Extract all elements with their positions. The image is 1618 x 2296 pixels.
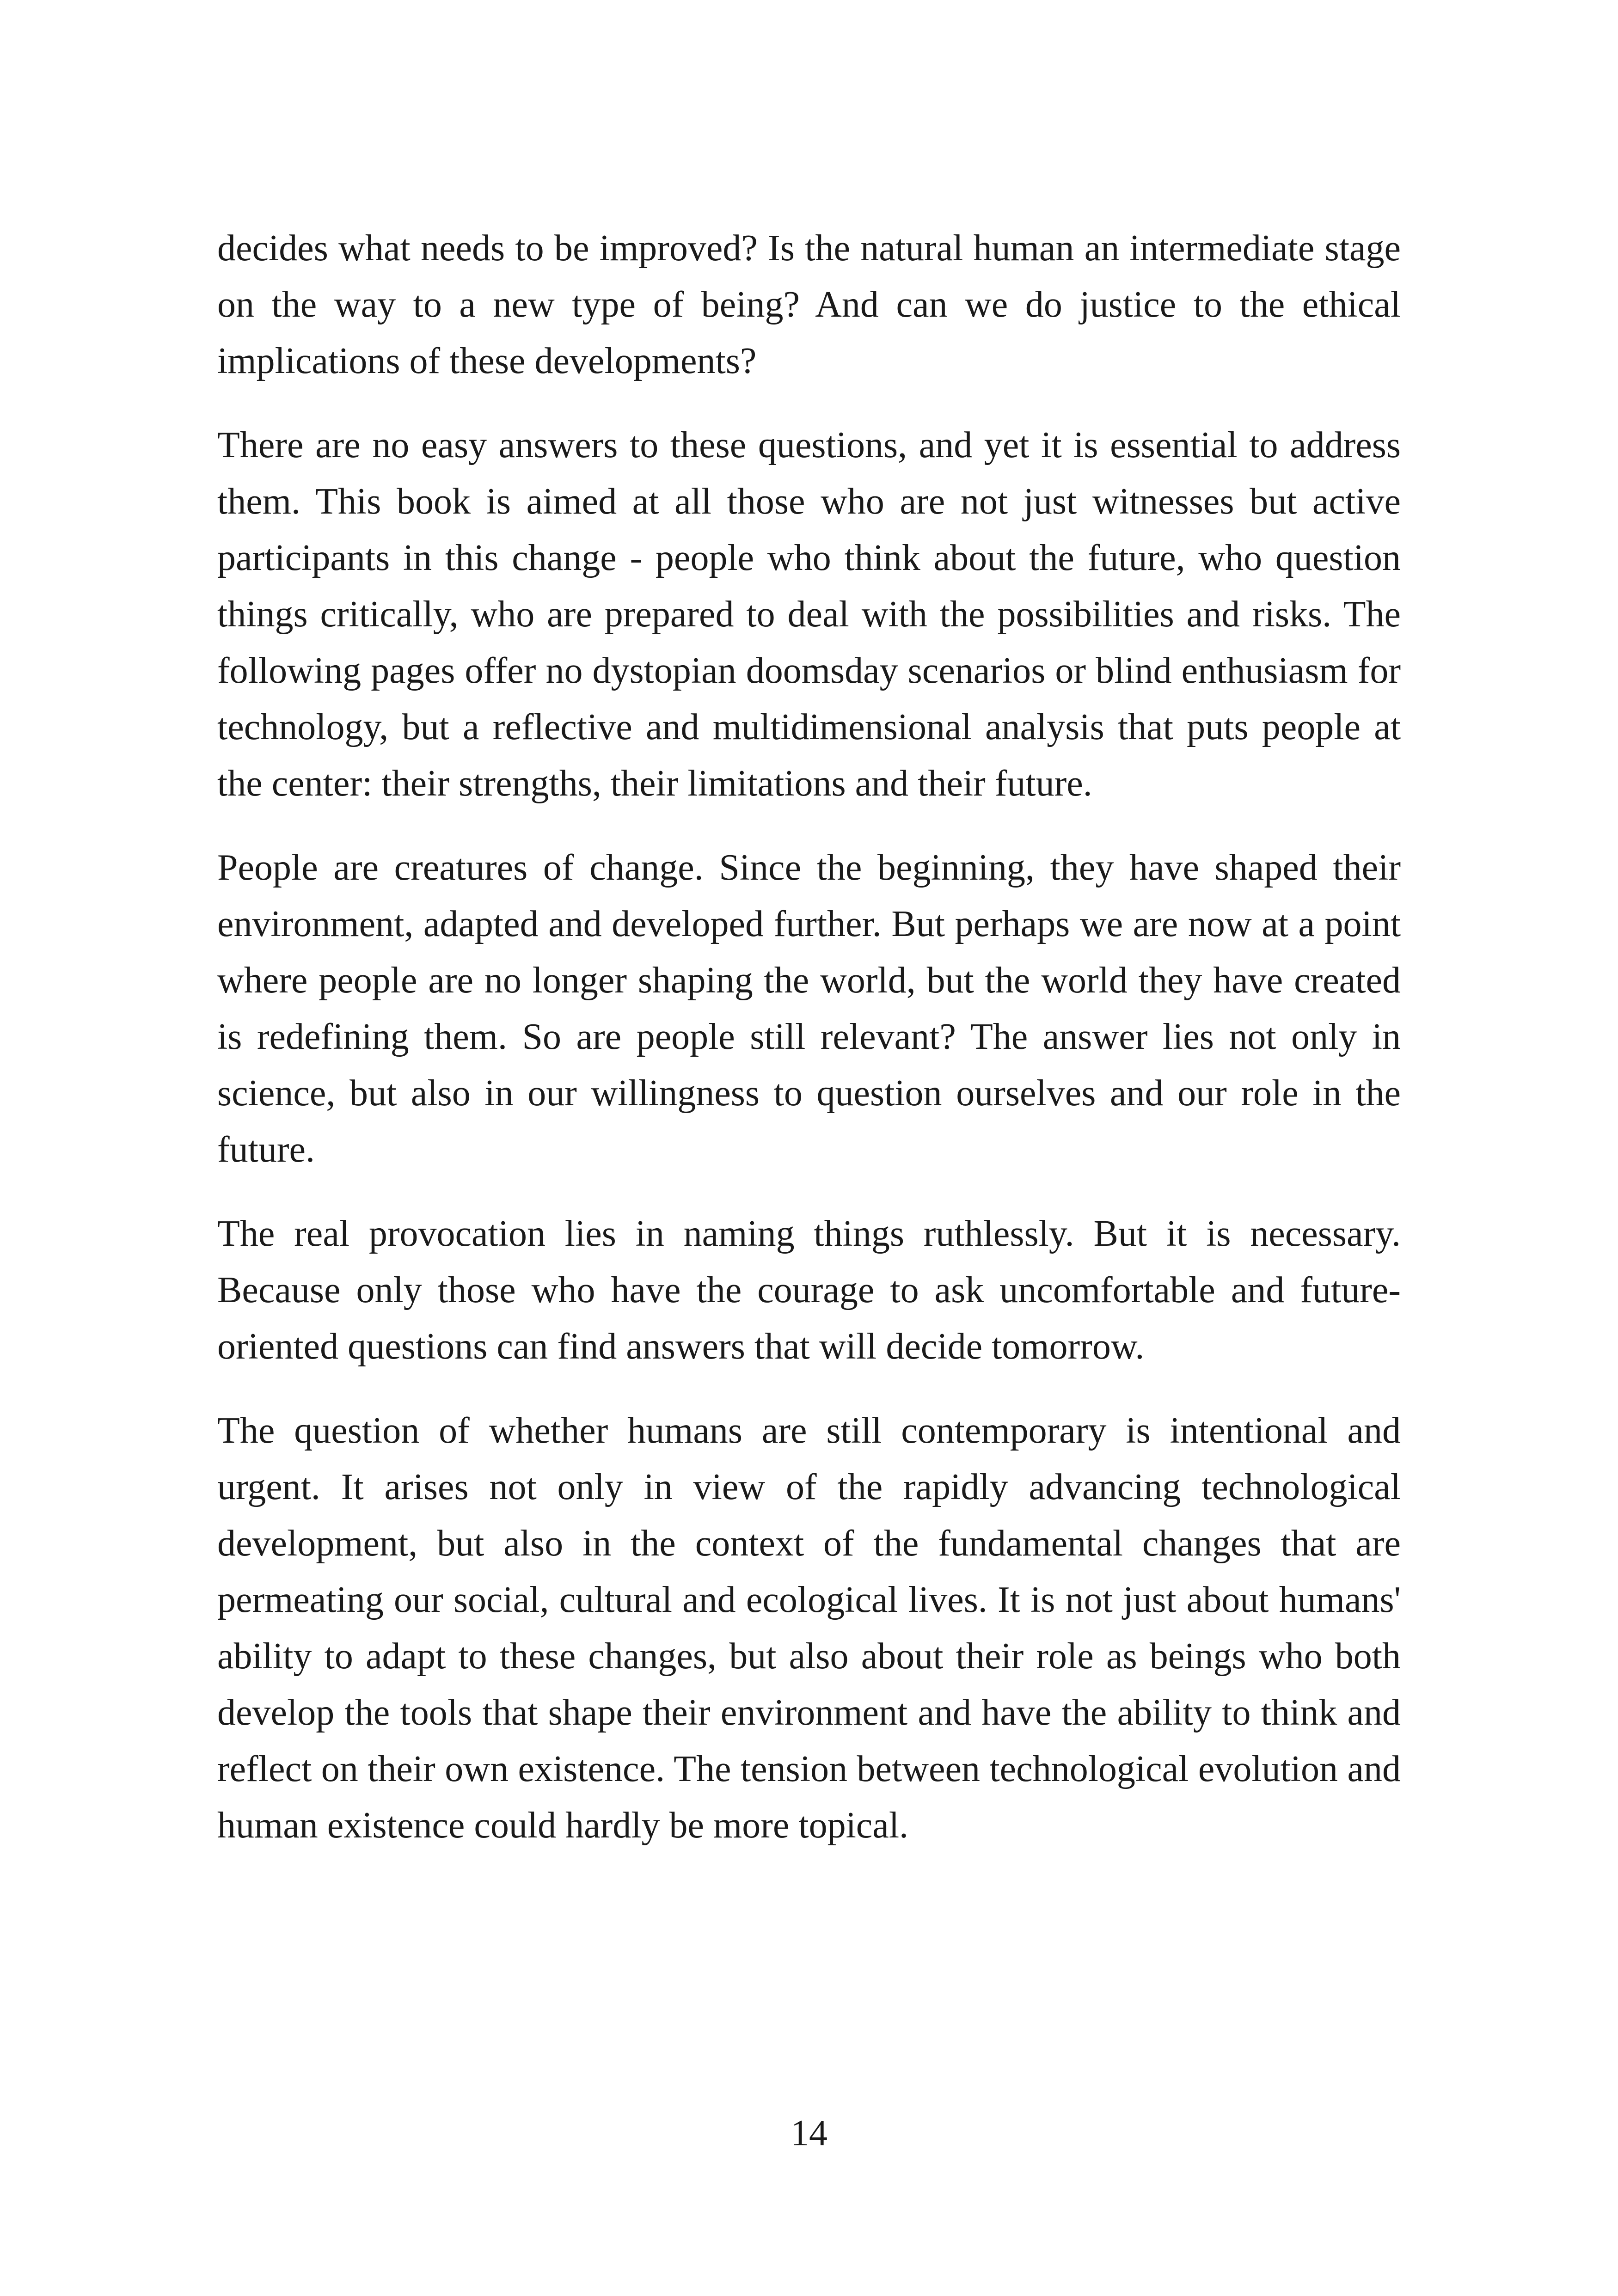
paragraph-5: The question of whether humans are still contemporary is intentional and urgent. It arises not only in view of the rapidly advancing technological development, but also in the context of the fundamental changes that are permeating our social, cultural and ecological lives. It is not just about humans' ability to adapt to these changes, but also about their role as beings who both develop the tools that shape their environment and have the ability to think and reflect on their own existence. The tension between technological evolution and human existence could hardly be more topical.	[217, 1410, 1401, 1846]
body-text	[217, 220, 1401, 1854]
paragraph-4: The real provocation lies in naming things ruthlessly. But it is necessary. Because only those who have the courage to ask uncomfortable and future-oriented questions can find answers that will decide tomorrow.	[217, 1213, 1401, 1367]
page-number: 14	[791, 2113, 827, 2154]
paragraph-1: decides what needs to be improved? Is the natural human an intermediate stage on the way to a new type of being? And can we do justice to the ethical implications of these developments?	[217, 228, 1401, 381]
paragraph-3: People are creatures of change. Since the beginning, they have shaped their environment, adapted and developed further. But perhaps we are now at a point where people are no longer shaping the world, but the world they have created is redefining them. So are people still relevant? The answer lies not only in science, but also in our willingness to question ourselves and our role in the future.	[217, 847, 1401, 1170]
paragraph-2: There are no easy answers to these questions, and yet it is essential to address them. This book is aimed at all those who are not just witnesses but active participants in this change - people who think about the future, who question things critically, who are prepared to deal with the possibilities and risks. The following pages offer no dystopian doomsday scenarios or blind enthusiasm for technology, but a reflective and multidimensional analysis that puts people at the center: their strengths, their limitations and their future.	[217, 425, 1401, 804]
